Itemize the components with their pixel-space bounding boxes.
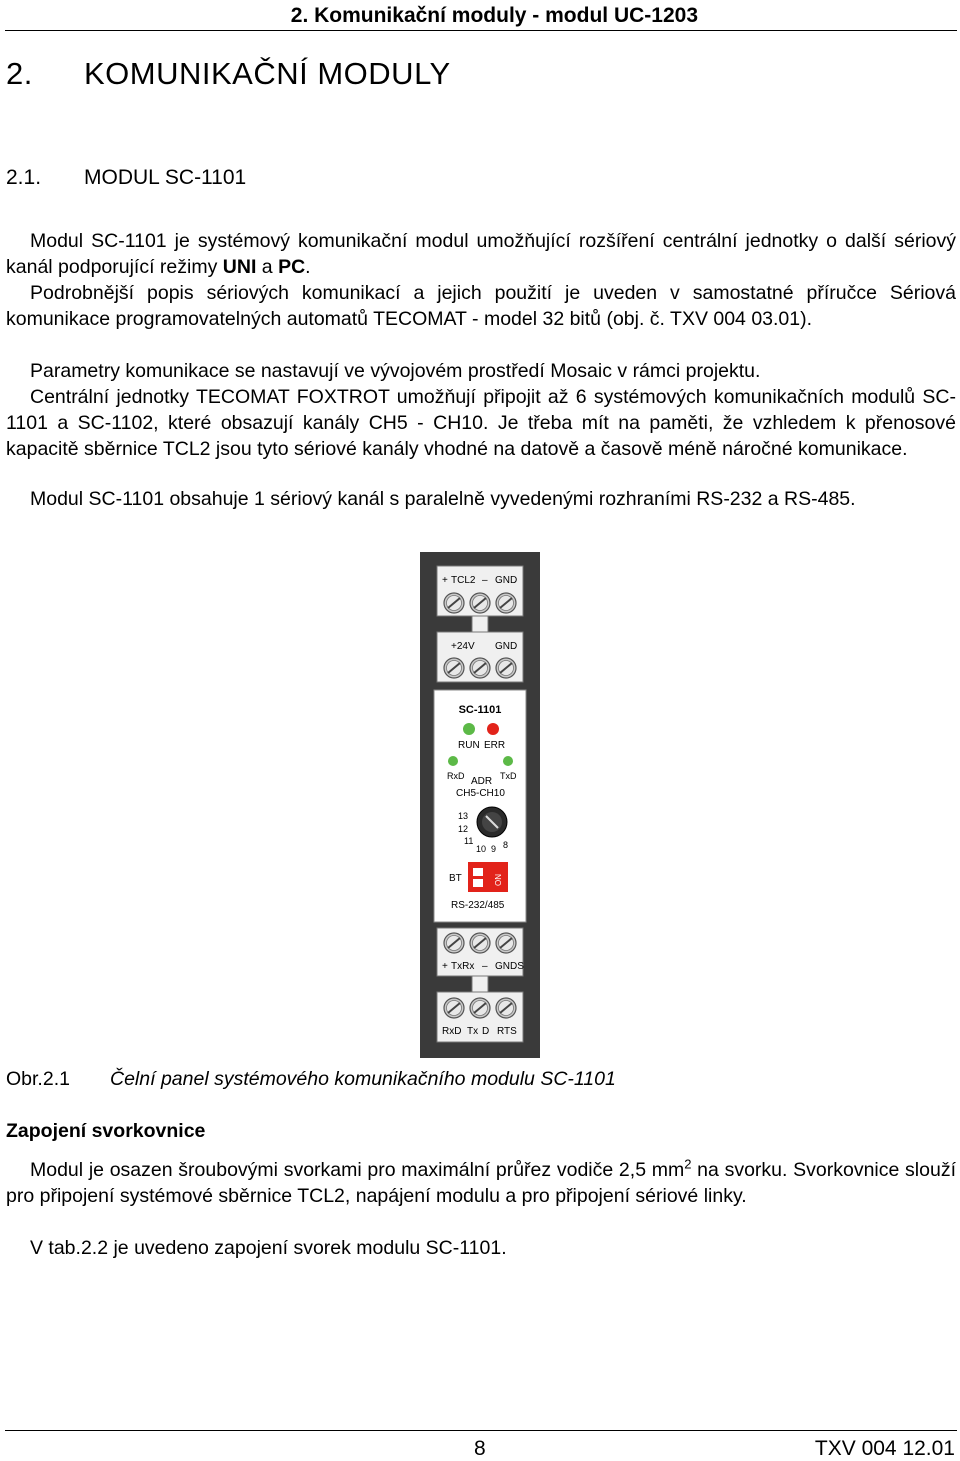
running-header: 2. Komunikační moduly - modul UC-1203 [290,4,698,27]
dial-12: 12 [458,824,469,834]
label-tcl2: TCL2 [451,575,476,586]
screw-icon [444,658,464,678]
heading-1-number: 2. [6,56,33,91]
page-number: 8 [474,1437,486,1460]
paragraph-terminals-rest: na svorku. Svorkovnice slouží pro připojení systémové sběrnice TCL2, napájení modulu a pro připojení sériové linky. [6,1159,956,1207]
label-rxd-terminal: RxD [442,1026,462,1037]
label-24v: +24V [451,641,475,652]
screw-icon [496,658,516,678]
mode-uni: UNI [222,256,257,278]
err-led-icon [487,723,499,735]
label-minus-serial: – [482,961,488,972]
section-title: Zapojení svorkovnice [6,1120,206,1142]
figure-caption [6,1068,616,1091]
screw-icon [470,933,490,953]
paragraph-reference-text: Podrobnější popis sériových komunikací a jejich použití je uveden v samostatné příručce Sériová komunikace programovatelných automatů TECOMAT - model 32 bitů (obj. č. TXV 004 03.01). [6,282,956,330]
model-label: SC-1101 [458,704,502,716]
paragraph-intro [6,228,956,280]
screw-icon [496,933,516,953]
figure-label: Obr.2.1 [6,1068,70,1090]
paragraph-intro-text: Modul SC-1101 je systémový komunikační modul umožňující rozšíření centrální jednotky o další sériový kanál podporující režimy [6,230,956,278]
dip-switch-lever-2 [473,879,483,887]
label-minus: – [482,575,488,586]
label-channel-range: CH5-CH10 [456,788,505,799]
screw-icon [470,998,490,1018]
header-rule [5,30,957,31]
heading-2 [6,166,246,190]
heading-2-title: MODUL SC-1101 [84,166,247,189]
superscript-2: 2 [684,1156,692,1172]
paragraph-foxtrot-text: Centrální jednotky TECOMAT FOXTROT umožňují připojit až 6 systémových komunikačních modulů SC-1101 a SC-1102, které obsazují kanály CH5 - CH10. Je třeba mít na paměti, že vzhledem k přenosové kapacitě sběrnice TCL2 jsou tyto sériové kanály vhodné na datově a časově méně náročné komunikace. [6,386,956,460]
label-d-terminal: D [482,1026,490,1037]
label-adr: ADR [471,776,493,787]
screw-icon [496,998,516,1018]
terminal-connector [472,616,488,632]
label-rxd: RxD [447,771,465,781]
heading-1-title: KOMUNIKAČNÍ MODULY [84,56,451,91]
paragraph-table-ref-text: V tab.2.2 je uvedeno zapojení svorek modulu SC-1101. [30,1237,507,1259]
label-plus-serial: + [442,961,448,972]
paragraph-reference [6,280,956,332]
heading-1 [6,56,451,92]
paragraph-intro-end: . [305,256,311,278]
txd-led-icon [503,756,513,766]
run-led-icon [463,723,475,735]
paragraph-channel-text: Modul SC-1101 obsahuje 1 sériový kanál s paralelně vyvedenými rozhraními RS-232 a RS-485. [30,488,856,510]
paragraph-table-ref [6,1235,956,1261]
rxd-led-icon [448,756,458,766]
paragraph-channel [6,486,956,512]
label-plus: + [442,575,448,586]
dial-8: 8 [503,840,509,850]
label-err: ERR [484,740,506,751]
screw-icon [444,933,464,953]
heading-2-number: 2.1. [6,166,42,189]
label-gnds: GNDS [495,961,524,972]
mode-pc: PC [278,256,306,278]
paragraph-foxtrot [6,384,956,462]
label-interface: RS-232/485 [451,900,505,911]
screw-icon [444,998,464,1018]
label-on: ON [494,874,503,886]
paragraph-terminals-text: Modul je osazen šroubovými svorkami pro maximální průřez vodiče 2,5 mm [30,1159,685,1181]
paragraph-parameters-text: Parametry komunikace se nastavují ve vývojovém prostředí Mosaic v rámci projektu. [30,360,761,382]
dial-9: 9 [491,844,497,854]
document-code: TXV 004 12.01 [814,1437,955,1460]
figure-caption-text: Čelní panel systémového komunikačního modulu SC-1101 [110,1068,616,1090]
label-txrx: TxRx [451,961,475,972]
label-gnd-power: GND [495,641,518,652]
label-bt: BT [449,873,462,884]
dial-13: 13 [458,811,469,821]
label-rts-terminal: RTS [497,1026,517,1037]
screw-icon [496,593,516,613]
footer-rule [5,1430,957,1431]
paragraph-intro-mid: a [256,256,279,278]
label-gnd: GND [495,575,518,586]
terminal-connector [472,976,488,992]
dip-switch-lever-1 [473,868,483,876]
dial-10: 10 [476,844,487,854]
paragraph-parameters [6,358,956,384]
screw-icon [470,658,490,678]
paragraph-terminals [6,1157,956,1209]
dial-11: 11 [464,836,474,846]
label-run: RUN [458,740,480,751]
screw-icon [470,593,490,613]
label-txd: TxD [500,771,517,781]
label-tx-terminal: Tx [467,1026,479,1037]
sc1101-front-panel [400,550,560,1060]
screw-icon [444,593,464,613]
